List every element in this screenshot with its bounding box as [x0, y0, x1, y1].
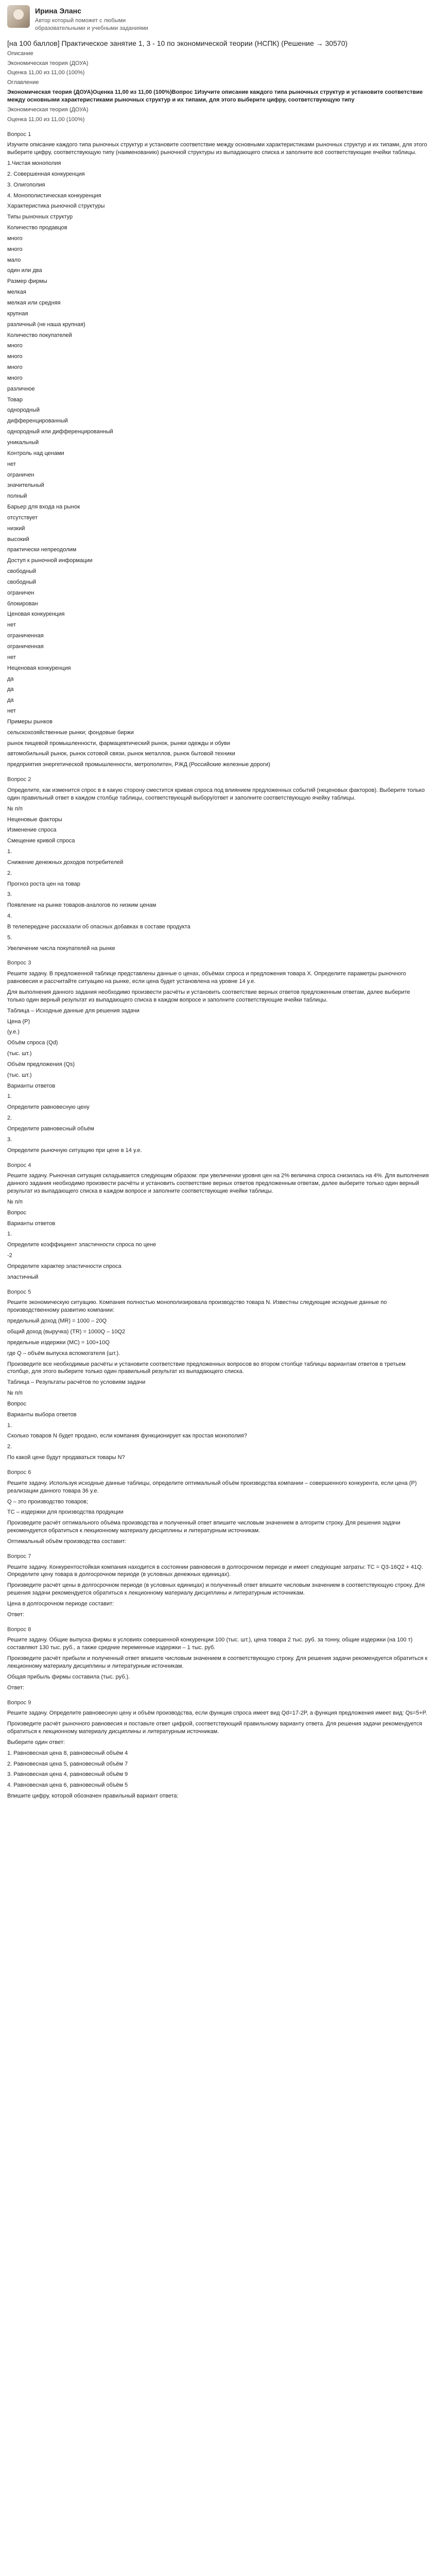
question-line: Определите равновесную цену: [7, 1104, 90, 1111]
question-3: [7, 959, 429, 1154]
question-line: ограниченная: [7, 643, 44, 650]
question-heading: Вопрос 8: [7, 1626, 31, 1633]
question-heading: Вопрос 5: [7, 1289, 31, 1295]
intro-line: Оценка 11,00 из 11,00 (100%): [7, 70, 85, 76]
question-line: 1.: [7, 1422, 12, 1429]
question-line: 1.: [7, 1093, 12, 1100]
question-line: низкий: [7, 525, 25, 532]
question-line: (тыс. шт.): [7, 1050, 32, 1057]
intro-line: Описание: [7, 50, 33, 57]
question-line: Вопрос: [7, 1209, 27, 1216]
question-line: один или два: [7, 267, 42, 274]
question-line: однородный или дифференцированный: [7, 429, 113, 435]
question-line: различный (не наша крупная): [7, 321, 85, 328]
question-line: блокирован: [7, 600, 38, 607]
question-line: Ценовая конкуренция: [7, 611, 65, 618]
question-heading: Вопрос 3: [7, 960, 31, 967]
question-9: [7, 1699, 429, 1800]
question-line: Впишите цифру, которой обозначен правильный вариант ответа:: [7, 1793, 179, 1800]
question-line: Определите, как изменится спрос в в какую сторону сместится кривая спроса под влиянием предложенных событий (неценовых факторов). Выберите только один правильный ответ в каждом столбце таблицы, соответствующий выбору/ответ и заполните соответствующую ячейку таблицы.: [7, 787, 425, 801]
question-heading: Вопрос 6: [7, 1469, 31, 1476]
author-description: Автор который поможет с любыми образовательными и учебными заданиями: [35, 17, 148, 31]
question-line: Варианты ответов: [7, 1220, 56, 1227]
question-line: много: [7, 353, 23, 360]
question-line: эластичный: [7, 1274, 39, 1280]
summary-line: Оценка 11,00 из 11,00 (100%): [7, 116, 85, 123]
question-line: мелкая: [7, 289, 26, 296]
question-line: По какой цене будут продаваться товары N?: [7, 1454, 125, 1461]
question-line: нет: [7, 461, 16, 467]
question-heading: Вопрос 7: [7, 1553, 31, 1560]
question-line: Произведите расчёт прибыли и полученный ответ впишите числовым значением в соответствующую строку. Для решения задачи рекомендуется обратиться к лекционному материалу дисциплины и литературным источникам.: [7, 1655, 428, 1670]
question-line: 5.: [7, 934, 12, 941]
question-line: (у.е.): [7, 1029, 20, 1036]
question-line: мелкая или средняя: [7, 300, 61, 307]
question-line: Произведите все необходимые расчёты и установите соответствие предложенных вопросов во втором столбце таблицы вариантам ответов в третьем столбце, для этого выберите только один правильный результат из выпадающего списка.: [7, 1361, 406, 1375]
question-line: Размер фирмы: [7, 278, 47, 285]
question-line: Барьер для входа на рынок: [7, 504, 80, 511]
question-line: Объём предложения (Qs): [7, 1061, 75, 1067]
after-heading-block: [7, 106, 429, 124]
question-line: Для выполнения данного задания необходимо произвести расчёты и установить соответствие верных ответов предложенным ответам, далее выберите только один верный результат из выпадающего списка в каждом вопросе и заполните соответствующие ячейки таблицы.: [7, 989, 410, 1003]
question-5: [7, 1289, 429, 1462]
question-line: Смещение кривой спроса: [7, 838, 75, 844]
question-line: Типы рыночных структур: [7, 214, 73, 221]
question-line: Количество покупателей: [7, 332, 72, 338]
question-line: 3. Равновесная цена 4, равновесный объём 9: [7, 1771, 128, 1778]
question-line: практически непреодолим: [7, 547, 77, 553]
question-line: много: [7, 375, 23, 381]
question-line: Снижение денежных доходов потребителей: [7, 859, 124, 866]
question-line: Выберите один ответ:: [7, 1739, 65, 1745]
question-line: 1.Чистая монополия: [7, 160, 61, 167]
author-avatar[interactable]: [7, 5, 30, 28]
question-line: Решите задачу. Используя исходные данные таблицы, определите оптимальный объём производства компании – совершенного конкурента, если цена (P) реализации данного товара 36 у.е.: [7, 1480, 417, 1494]
question-line: Таблица – Исходные данные для решения задачи: [7, 1007, 139, 1014]
author-info: [35, 5, 159, 32]
question-line: Примеры рынков: [7, 718, 53, 725]
question-1: [7, 131, 429, 769]
question-line: полный: [7, 493, 27, 500]
question-line: много: [7, 343, 23, 349]
question-line: Решите задачу. Конкурентостойкая компания находится в состоянии равновесия в долгосрочном периоде и имеет следующие затраты: TC = Q3-16Q2 + 41Q. Определите цену товара в долгосрочном периоде (в условных денежных единицах).: [7, 1564, 423, 1578]
intro-line: Экономическая теория (ДОУА): [7, 60, 89, 66]
question-line: Характеристика рыночной структуры: [7, 203, 105, 210]
question-line: различное: [7, 385, 35, 392]
question-heading: Вопрос 2: [7, 776, 31, 783]
question-4: [7, 1162, 429, 1281]
question-line: Ответ:: [7, 1611, 25, 1618]
question-line: Прогноз роста цен на товар: [7, 880, 80, 887]
question-line: № п/п: [7, 805, 23, 812]
question-line: Решите задачу. Определите равновесную цену и объём производства, если функция спроса имеет вид Qd=17-2P, а функция предложения имеет вид: Qs=5+P.: [7, 1710, 427, 1717]
question-line: 4.: [7, 913, 12, 920]
question-heading: Вопрос 1: [7, 131, 31, 138]
question-line: Цена (Р): [7, 1018, 30, 1025]
question-line: В телепередаче рассказали об опасных добавках в составе продукта: [7, 923, 190, 930]
question-line: Изучите описание каждого типа рыночных структур и установите соответствие между основными характеристиками рыночных структур и их типами, для этого выберите цифру, соответствующую типу (наименованию) рыночной структуры из выпадающего списка и заполните всё соответствующие ячейки таблицы.: [7, 142, 427, 156]
question-line: Q – это производство товаров;: [7, 1498, 89, 1505]
question-line: Решите задачу. Рыночная ситуация складывается следующим образом: при увеличении уровня цен на 2% величина спроса снизилась на 4%. Для выполнения данного задания необходимо произвести расчёты и установить соответствие верных ответов предложенным ответам, далее выберите только один верный результат из выпадающего списка в каждом вопросе и заполните соответствующие ячейки таблицы.: [7, 1173, 429, 1195]
question-line: да: [7, 686, 14, 693]
question-line: Увеличение числа покупателей на рынке: [7, 945, 115, 952]
intro-block: [7, 50, 429, 87]
question-line: (тыс. шт.): [7, 1072, 32, 1078]
question-line: Решите задачу. В предложенной таблице представлены данные о ценах, объёмах спроса и предложения товара Х. Определите параметры рыночного равновесия и рассчитайте ситуацию на рынке, если цена будет установлена на уровне 14 у.е.: [7, 971, 406, 985]
question-line: Неценовая конкуренция: [7, 665, 71, 671]
question-line: Определите характер эластичности спроса: [7, 1263, 121, 1269]
question-line: 1.: [7, 849, 12, 855]
question-line: свободный: [7, 579, 37, 585]
question-line: сельскохозяйственные рынки; фондовые биржи: [7, 729, 134, 736]
question-line: Количество продавцов: [7, 225, 67, 231]
question-line: Цена в долгосрочном периоде составит:: [7, 1600, 114, 1607]
question-2: [7, 776, 429, 952]
question-line: 2.: [7, 1115, 12, 1122]
question-line: нет: [7, 654, 16, 660]
question-line: много: [7, 246, 23, 252]
question-line: Произведите расчёт цены в долгосрочном периоде (в условных единицах) и полученный ответ впишите числовым значением в соответствующую строку. Для решения задачи рекомендуется обратиться к лекционному материалу дисциплины и литературным источникам.: [7, 1582, 425, 1597]
question-line: много: [7, 364, 23, 371]
question-line: Контроль над ценами: [7, 450, 64, 456]
question-line: ограничен: [7, 471, 34, 478]
question-line: Варианты выбора ответов: [7, 1411, 77, 1418]
question-line: отсутствует: [7, 514, 38, 521]
question-line: рынок пищевой промышленности, фармацевтический рынок, рынки одежды и обуви: [7, 740, 231, 747]
question-line: 3.: [7, 891, 12, 898]
question-line: мало: [7, 257, 21, 263]
question-line: предельные издержки (MC) = 100+10Q: [7, 1339, 110, 1346]
question-line: крупная: [7, 310, 28, 317]
question-line: дифференцированный: [7, 418, 68, 425]
question-line: 2.: [7, 1444, 12, 1450]
author-name[interactable]: Ирина Эланс: [35, 7, 81, 15]
question-line: Таблица – Результаты расчётов по условиям задачи: [7, 1379, 146, 1386]
question-line: Товар: [7, 396, 23, 403]
question-line: Оптимальный объём производства составит:: [7, 1538, 127, 1545]
question-line: Определите равновесный объём: [7, 1125, 94, 1132]
question-line: № п/п: [7, 1198, 23, 1205]
question-line: Изменение спроса: [7, 827, 57, 834]
question-line: Объём спроса (Qd): [7, 1040, 58, 1046]
question-line: 2. Совершенная конкуренция: [7, 171, 85, 177]
question-line: однородный: [7, 407, 40, 414]
question-line: 3.: [7, 1136, 12, 1143]
question-line: № п/п: [7, 1390, 23, 1397]
question-line: Решите экономическую ситуацию. Компания полностью монополизировала производство товара N. Известны следующие исходные данные по производственному развитию компании:: [7, 1299, 387, 1314]
question-line: Общая прибыль фирмы составила (тыс. руб.).: [7, 1673, 130, 1680]
question-line: Произведите расчёт оптимального объёма производства и полученный ответ впишите числовым значением в алгоритм строку. Для решения задачи рекомендуется обратиться к лекционному материалу дисциплины и литературным источникам.: [7, 1520, 400, 1534]
question-line: Варианты ответов: [7, 1082, 56, 1089]
question-line: да: [7, 675, 14, 682]
question-line: Решите задачу. Общие выпуска фирмы в условиях совершенной конкуренции 100 (тыс. шт.), цена товара 2 тыс. руб. за тонну, общие издержки (на 100 т) составляют 130 тыс. руб., а также средние переменные издержки – 1 тыс. руб.: [7, 1637, 413, 1651]
question-6: [7, 1469, 429, 1546]
question-line: Произведите расчёт рыночного равновесия и поставьте ответ цифрой, соответствующий правильному варианту ответа. Для решения задачи рекомендуется обратиться к лекционному материалу дисциплины и литературным источникам.: [7, 1721, 423, 1735]
question-line: 4. Равновесная цена 6, равновесный объём 5: [7, 1782, 128, 1789]
question-line: 2. Равновесная цена 5, равновесный объём 7: [7, 1760, 128, 1767]
question-line: 1.: [7, 1231, 12, 1238]
question-line: 1. Равновесная цена 8, равновесный объём 4: [7, 1750, 128, 1756]
question-line: ограничен: [7, 589, 34, 596]
question-line: Сколько товаров N будет продано, если компания функционирует как простая монополия?: [7, 1433, 247, 1439]
intro-line: Оглавление: [7, 79, 39, 86]
page-title: [на 100 баллов] Практическое занятие 1, 3 - 10 по экономической теории (НСПК) (Решение → 30570): [7, 39, 348, 47]
question-line: Определите рыночную ситуацию при цене в 14 у.е.: [7, 1147, 142, 1154]
question-line: Появление на рынке товаров-аналогов по низким ценам: [7, 902, 156, 909]
question-8: [7, 1626, 429, 1692]
question-line: -2: [7, 1252, 12, 1259]
question-line: Вопрос: [7, 1400, 27, 1407]
question-line: свободный: [7, 568, 37, 575]
question-line: нет: [7, 622, 16, 629]
question-7: [7, 1553, 429, 1619]
summary-line: Экономическая теория (ДОУА): [7, 106, 89, 113]
question-line: автомобильный рынок, рынок сотовой связи, рынок металлов, рынок бытовой техники: [7, 751, 235, 757]
question-line: где Q – объём выпуска вспомогателя (шт.).: [7, 1350, 120, 1357]
question-heading: Вопрос 9: [7, 1699, 31, 1706]
question-line: общий доход (выручка) (TR) = 1000Q – 10Q2: [7, 1329, 126, 1335]
bold-heading: Экономическая теория (ДОУА)Оценка 11,00 из 11,00 (100%)Вопрос 1Изучите описание каждого типа рыночных структур и установите соответствие между основными характеристиками рыночных структур и их типами, для этого выберите цифру, соответствующую типу: [7, 89, 423, 103]
question-line: Доступ к рыночной информации: [7, 557, 93, 564]
author-card: [7, 5, 429, 32]
question-line: Ответ:: [7, 1684, 25, 1691]
question-line: 2.: [7, 870, 12, 876]
question-line: высокий: [7, 536, 29, 543]
question-heading: Вопрос 4: [7, 1162, 31, 1168]
question-line: TC – издержки для производства продукции: [7, 1509, 124, 1516]
question-line: нет: [7, 708, 16, 715]
question-line: предприятия энергетической промышленности, метрополитен, РЖД (Российские железные дороги): [7, 761, 270, 768]
question-line: предельный доход (MR) = 1000 – 20Q: [7, 1318, 107, 1325]
question-line: Неценовые факторы: [7, 816, 62, 823]
question-line: да: [7, 697, 14, 704]
question-line: ограниченная: [7, 633, 44, 639]
question-line: значительный: [7, 482, 44, 489]
question-line: много: [7, 235, 23, 242]
question-line: уникальный: [7, 439, 39, 446]
question-line: 3. Олигополия: [7, 181, 45, 188]
question-line: Определите коэффициент эластичности спроса по цене: [7, 1242, 156, 1248]
question-line: 4. Монополистическая конкуренция: [7, 192, 101, 199]
